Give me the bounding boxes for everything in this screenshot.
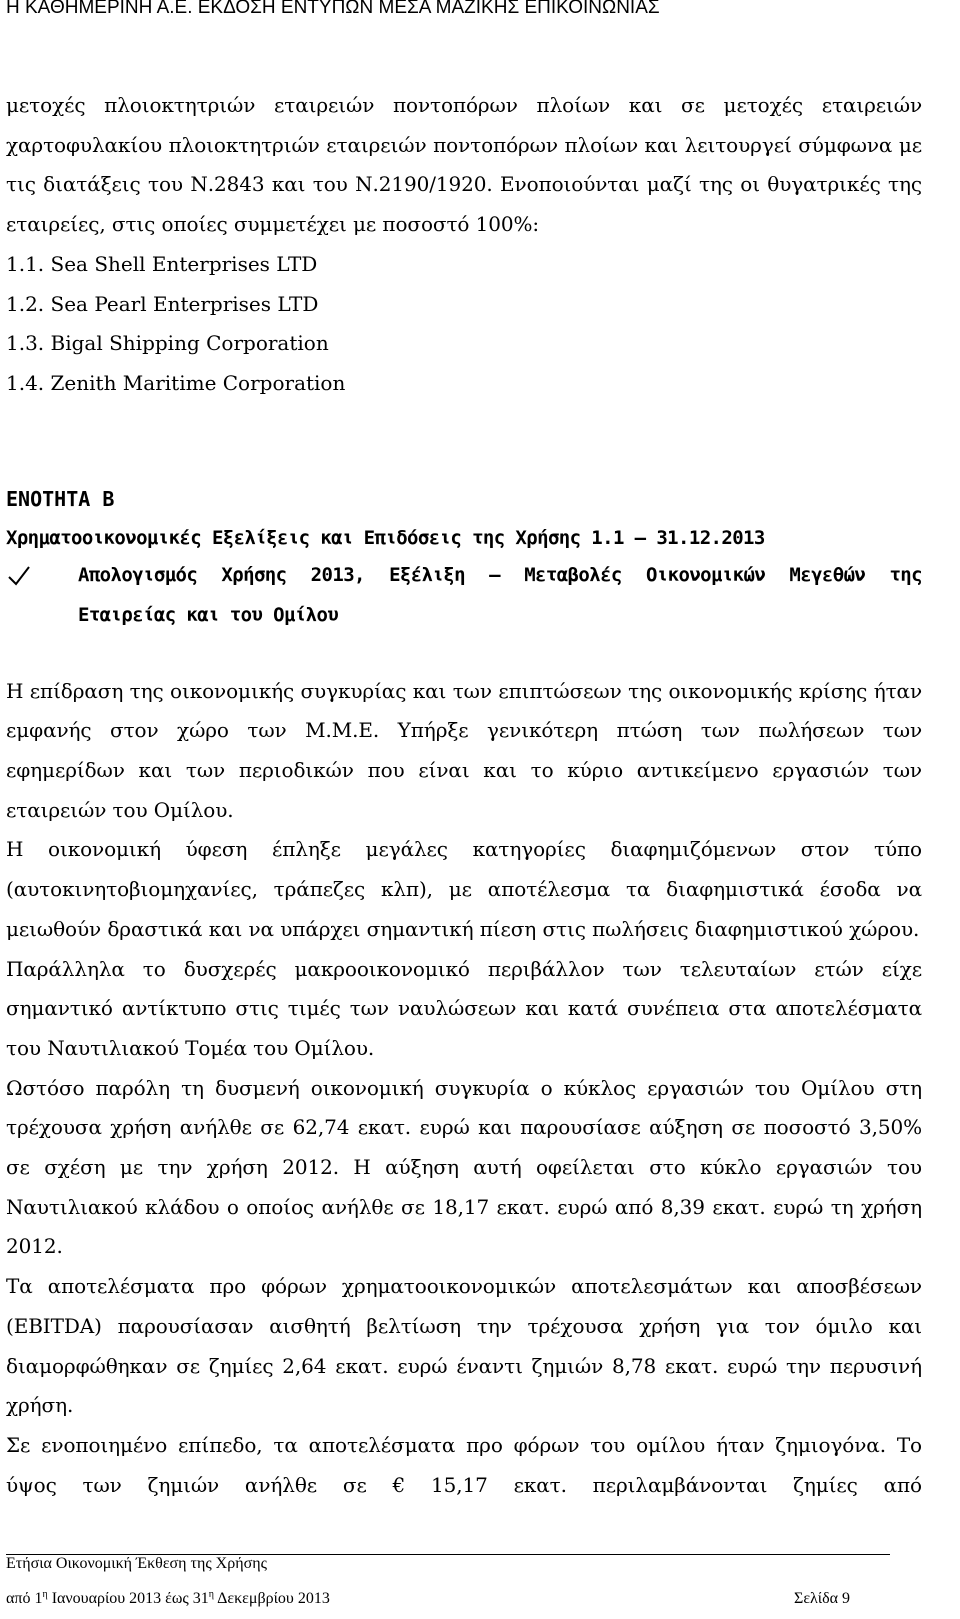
- body-paragraph: Ωστόσο παρόλη τη δυσμενή οικονομική συγκυρία ο κύκλος εργασιών του Ομίλου στη τρέχουσα χρήση ανήλθε σε 62,74 εκατ. ευρώ και παρουσίασε αύξηση σε ποσοστό 3,50% σε σχέση με την χρήση 2012. Η αύξηση αυτή οφείλεται στο κύκλο εργασιών του Ναυτιλιακού κλάδου ο οποίος ανήλθε σε 18,17 εκατ. ευρώ από 8,39 εκατ. ευρώ τη χρήση 2012.: [6, 1075, 922, 1259]
- footer-period: [6, 1589, 330, 1609]
- check-item: [6, 555, 922, 635]
- header-title: Η ΚΑΘΗΜΕΡΙΝΗ Α.Ε. ΕΚΔΟΣΗ ΕΝΤΥΠΩΝ ΜΕΣΑ ΜΑΖΙΚΗΣ ΕΠΙΚΟΙΝΩΝΙΑΣ: [6, 0, 660, 18]
- subsidiary-item: 1.3. Bigal Shipping Corporation: [6, 331, 329, 356]
- footer-period-suffix: Δεκεμβρίου 2013: [213, 1590, 330, 1607]
- footer-report-title: Ετήσια Οικονομική Έκθεση της Χρήσης: [6, 1555, 267, 1572]
- body-paragraph: Η οικονομική ύφεση έπληξε μεγάλες κατηγορίες διαφημιζόμενων στον τύπο (αυτοκινητοβιομηχανίες, τράπεζες κλπ), με αποτέλεσμα τα διαφημιστικά έσοδα να μειωθούν δραστικά και να υπάρχει σημαντική πίεση στις πωλήσεις διαφημιστικού χώρου.: [6, 837, 922, 941]
- footer-period-prefix: από 1: [6, 1590, 43, 1607]
- page-number: Σελίδα 9: [794, 1590, 851, 1607]
- body-paragraph: Τα αποτελέσματα προ φόρων χρηματοοικονομικών αποτελεσμάτων και αποσβέσεων (EBITDA) παρουσίασαν αισθητή βελτίωση την τρέχουσα χρήση για τον όμιλο και διαμορφώθηκαν σε ζημίες 2,64 εκατ. ευρώ έναντι ζημιών 8,78 εκατ. ευρώ την περυσινή χρήση.: [6, 1274, 922, 1418]
- body-paragraph: Παράλληλα το δυσχερές μακροοικονομικό περιβάλλον των τελευταίων ετών είχε σημαντικό αντίκτυπο στις τιμές των ναυλώσεων και κατά συνέπεια στα αποτελέσματα του Ναυτιλιακού Τομέα του Ομίλου.: [6, 956, 922, 1060]
- document-header: [6, 0, 660, 20]
- footer-period-sup: η: [208, 1589, 214, 1600]
- body-paragraph: Σε ενοποιημένο επίπεδο, τα αποτελέσματα προ φόρων του ομίλου ήταν ζημιογόνα. Το ύψος των ζημιών ανήλθε σε € 15,17 εκατ. περιλαμβάνονται ζημίες από: [6, 1432, 922, 1497]
- checkmark-icon: [6, 563, 32, 589]
- body-paragraph: Η επίδραση της οικονομικής συγκυρίας και των επιπτώσεων της οικονομικής κρίσης ήταν εμφανής στον χώρο των Μ.Μ.Ε. Υπήρξε γενικότερη πτώση των πωλήσεων των εφημερίδων και των περιοδικών που είναι και το κύριο αντικείμενο εργασιών των εταιρειών του Ομίλου.: [6, 678, 922, 822]
- subsidiary-item: 1.2. Sea Pearl Enterprises LTD: [6, 291, 319, 316]
- check-item-text: Απολογισμός Χρήσης 2013, Εξέλιξη – Μεταβολές Οικονομικών Μεγεθών της Εταιρείας και του Ομίλου: [78, 563, 922, 626]
- section-subtitle: Χρηματοοικονομικές Εξελίξεις και Επιδόσεις της Χρήσης 1.1 – 31.12.2013: [6, 526, 765, 549]
- intro-paragraph: μετοχές πλοιοκτητριών εταιρειών ποντοπόρων πλοίων και σε μετοχές εταιρειών χαρτοφυλακίου πλοιοκτητριών εταιρειών ποντοπόρων πλοίων και λειτουργεί σύμφωνα με τις διατάξεις του Ν.2843 και του Ν.2190/1920. Ενοποιούνται μαζί της οι θυγατρικές της εταιρείες, στις οποίες συμμετέχει με ποσοστό 100%:: [6, 93, 922, 237]
- subsidiary-item: 1.1. Sea Shell Enterprises LTD: [6, 251, 318, 276]
- footer-period-sup: η: [42, 1589, 48, 1600]
- subsidiary-item: 1.4. Zenith Maritime Corporation: [6, 370, 346, 395]
- footer-period-middle: Ιανουαρίου 2013 έως 31: [47, 1590, 209, 1607]
- page-content: [6, 86, 922, 1505]
- section-title: ΕΝΟΤΗΤΑ Β: [6, 486, 115, 511]
